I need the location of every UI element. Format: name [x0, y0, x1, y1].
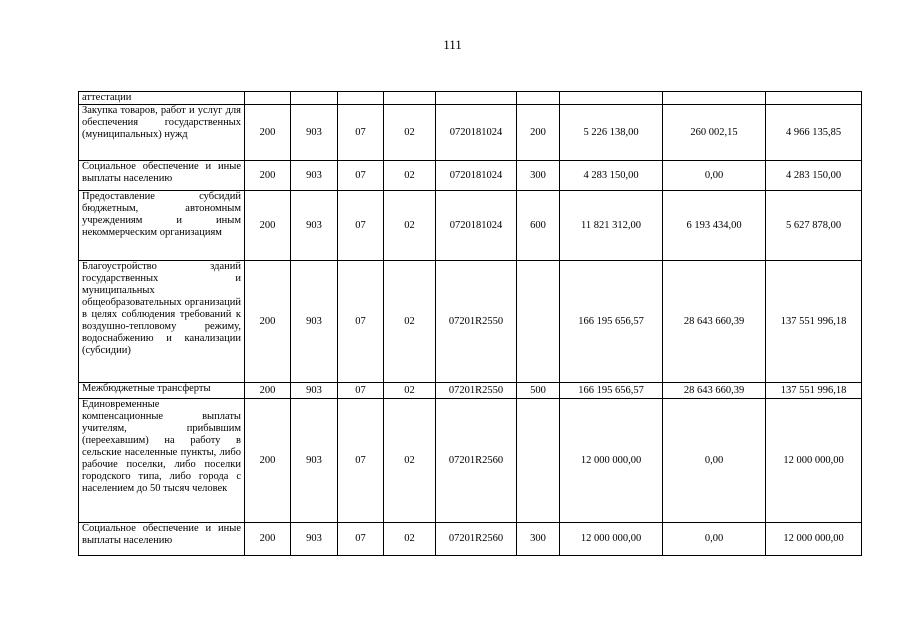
cell-razdel: 903	[291, 523, 338, 556]
cell-csr: 07201R2550	[436, 261, 517, 383]
cell-ved: 200	[245, 161, 291, 191]
cell-vr: 200	[517, 105, 560, 161]
cell-razdel	[291, 92, 338, 105]
cell-fact: 0,00	[663, 399, 766, 523]
table-row	[79, 523, 862, 556]
cell-section: 02	[384, 105, 436, 161]
row-name: Благоустройство зданий государственных и муниципальных общеобразовательных организаций в целях соблюдения требований к воздушно-тепловому режиму, водоснабжению и канализации (субсидии)	[79, 261, 245, 383]
cell-ved: 200	[245, 399, 291, 523]
table-row	[79, 92, 862, 105]
cell-podrazdel	[338, 92, 384, 105]
cell-csr: 0720181024	[436, 105, 517, 161]
cell-fact: 28 643 660,39	[663, 383, 766, 399]
cell-ved	[245, 92, 291, 105]
cell-rest	[766, 92, 862, 105]
cell-csr: 0720181024	[436, 191, 517, 261]
budget-table	[78, 91, 862, 556]
cell-vr	[517, 399, 560, 523]
cell-vr: 300	[517, 523, 560, 556]
cell-csr: 07201R2560	[436, 399, 517, 523]
cell-rest: 12 000 000,00	[766, 399, 862, 523]
cell-rest: 4 283 150,00	[766, 161, 862, 191]
cell-csr: 07201R2550	[436, 383, 517, 399]
table-row	[79, 105, 862, 161]
table-row	[79, 383, 862, 399]
cell-plan: 5 226 138,00	[560, 105, 663, 161]
table-row	[79, 399, 862, 523]
cell-fact: 0,00	[663, 161, 766, 191]
cell-csr: 07201R2560	[436, 523, 517, 556]
cell-ved: 200	[245, 523, 291, 556]
cell-podrazdel: 07	[338, 161, 384, 191]
row-name: Социальное обеспечение и иные выплаты населению	[79, 161, 245, 191]
cell-razdel: 903	[291, 261, 338, 383]
cell-rest: 4 966 135,85	[766, 105, 862, 161]
cell-razdel: 903	[291, 191, 338, 261]
row-name: Предоставление субсидий бюджетным, автономным учреждениям и иным некоммерческим организациям	[79, 191, 245, 261]
cell-section	[384, 92, 436, 105]
cell-fact: 0,00	[663, 523, 766, 556]
row-name: Закупка товаров, работ и услуг для обеспечения государственных (муниципальных) нужд	[79, 105, 245, 161]
cell-rest: 137 551 996,18	[766, 383, 862, 399]
cell-fact: 6 193 434,00	[663, 191, 766, 261]
row-name: аттестации	[79, 92, 245, 105]
cell-razdel: 903	[291, 383, 338, 399]
cell-podrazdel: 07	[338, 191, 384, 261]
cell-rest: 5 627 878,00	[766, 191, 862, 261]
cell-podrazdel: 07	[338, 105, 384, 161]
cell-vr	[517, 261, 560, 383]
row-name: Единовременные компенсационные выплаты учителям, прибывшим (переехавшим) на работу в сельские населенные пункты, либо рабочие поселки, либо поселки городского типа, либо города с населением до 50 тысяч человек	[79, 399, 245, 523]
cell-podrazdel: 07	[338, 399, 384, 523]
cell-razdel: 903	[291, 399, 338, 523]
cell-fact	[663, 92, 766, 105]
cell-vr: 300	[517, 161, 560, 191]
cell-rest: 137 551 996,18	[766, 261, 862, 383]
cell-plan	[560, 92, 663, 105]
cell-csr	[436, 92, 517, 105]
cell-ved: 200	[245, 191, 291, 261]
cell-rest: 12 000 000,00	[766, 523, 862, 556]
cell-section: 02	[384, 383, 436, 399]
cell-vr	[517, 92, 560, 105]
cell-ved: 200	[245, 261, 291, 383]
cell-vr: 500	[517, 383, 560, 399]
cell-razdel: 903	[291, 105, 338, 161]
cell-ved: 200	[245, 105, 291, 161]
table-row	[79, 261, 862, 383]
cell-razdel: 903	[291, 161, 338, 191]
cell-plan: 11 821 312,00	[560, 191, 663, 261]
table-row	[79, 191, 862, 261]
cell-plan: 12 000 000,00	[560, 399, 663, 523]
cell-plan: 166 195 656,57	[560, 383, 663, 399]
cell-podrazdel: 07	[338, 523, 384, 556]
cell-plan: 12 000 000,00	[560, 523, 663, 556]
cell-ved: 200	[245, 383, 291, 399]
page-number: 111	[443, 37, 462, 52]
cell-plan: 166 195 656,57	[560, 261, 663, 383]
cell-section: 02	[384, 161, 436, 191]
cell-section: 02	[384, 261, 436, 383]
cell-section: 02	[384, 523, 436, 556]
row-name: Межбюджетные трансферты	[79, 383, 245, 399]
cell-fact: 28 643 660,39	[663, 261, 766, 383]
cell-podrazdel: 07	[338, 261, 384, 383]
cell-plan: 4 283 150,00	[560, 161, 663, 191]
cell-vr: 600	[517, 191, 560, 261]
cell-section: 02	[384, 191, 436, 261]
cell-section: 02	[384, 399, 436, 523]
cell-podrazdel: 07	[338, 383, 384, 399]
cell-csr: 0720181024	[436, 161, 517, 191]
table-row	[79, 161, 862, 191]
cell-fact: 260 002,15	[663, 105, 766, 161]
row-name: Социальное обеспечение и иные выплаты населению	[79, 523, 245, 556]
